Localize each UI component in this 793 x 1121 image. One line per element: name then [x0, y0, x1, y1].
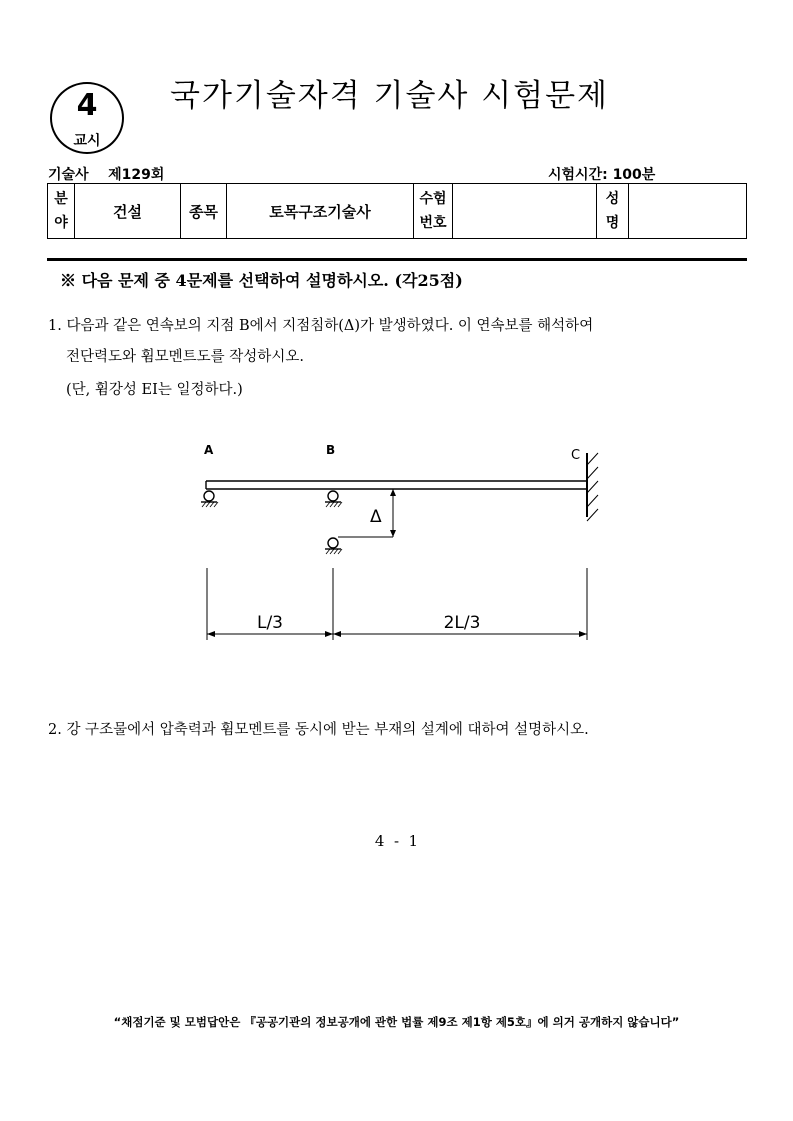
settlement-arrow [338, 489, 393, 537]
question-1-line-1: 1. 다음과 같은 연속보의 지점 B에서 지점침하(Δ)가 발생하였다. 이 연속보를 해석하여 [48, 318, 594, 334]
exam-title: 국가기술자격 기술사 시험문제 [170, 78, 610, 114]
beam-diagram [190, 435, 610, 650]
settlement-arrow-head-top [390, 489, 396, 496]
exam-round-line [48, 164, 164, 184]
label-b: B [326, 443, 336, 457]
name-label-bottom: 명 [605, 215, 620, 231]
dim-arrow-1 [207, 631, 215, 637]
exam-info-table [47, 183, 747, 239]
dim-label-right: 2L/3 [443, 613, 481, 633]
settled-support-b [325, 538, 342, 554]
footer-note: “채점기준 및 모범답안은 『공공기관의 정보공개에 관한 법률 제9조 제1항 제5호』에 의거 공개하지 않습니다” [113, 1015, 680, 1029]
label-a: A [204, 443, 214, 457]
dim-arrow-2 [325, 631, 333, 637]
session-badge [50, 82, 124, 154]
field-value: 건설 [75, 184, 181, 239]
instruction: ※ 다음 문제 중 4문제를 선택하여 설명하시오. (각25점) [60, 271, 463, 290]
field-label-bottom: 야 [54, 215, 68, 231]
dim-arrow-3 [333, 631, 341, 637]
divider [47, 258, 747, 261]
question-1-note: (단, 휨강성 EI는 일정하다.) [66, 382, 243, 398]
page-number: 4 - 1 [374, 832, 419, 850]
field-label-cell [48, 184, 75, 239]
field-label-top: 분 [54, 191, 68, 207]
exam-no-field[interactable] [453, 184, 597, 239]
session-label: 교시 [73, 133, 101, 149]
label-c: C [571, 448, 581, 463]
question-1-line-2: 전단력도와 휨모멘트도를 작성하시오. [66, 349, 304, 365]
type-value: 토목구조기술사 [227, 184, 414, 239]
roller-support-b [325, 491, 342, 507]
question-2: 2. 강 구조물에서 압축력과 휨모멘트를 동시에 받는 부재의 설계에 대하여 설명하시오. [48, 722, 589, 738]
exam-no-label-top: 수험 [419, 191, 447, 207]
dim-label-left: L/3 [256, 613, 284, 633]
settlement-label: Δ [370, 507, 382, 527]
settlement-arrow-head-bottom [390, 530, 396, 537]
exam-no-label-cell [414, 184, 453, 239]
exam-round: 제129회 [108, 167, 165, 183]
session-number: 4 [76, 88, 98, 123]
roller-support-a [201, 491, 218, 507]
name-label-cell [597, 184, 629, 239]
name-field[interactable] [629, 184, 747, 239]
name-label-top: 성 [605, 191, 620, 207]
exam-category: 기술사 [48, 167, 89, 183]
fixed-wall-hatch [587, 453, 598, 521]
exam-no-label-bottom: 번호 [419, 215, 447, 231]
exam-time: 시험시간: 100분 [548, 167, 656, 183]
dim-arrow-4 [579, 631, 587, 637]
type-label: 종목 [181, 184, 227, 239]
